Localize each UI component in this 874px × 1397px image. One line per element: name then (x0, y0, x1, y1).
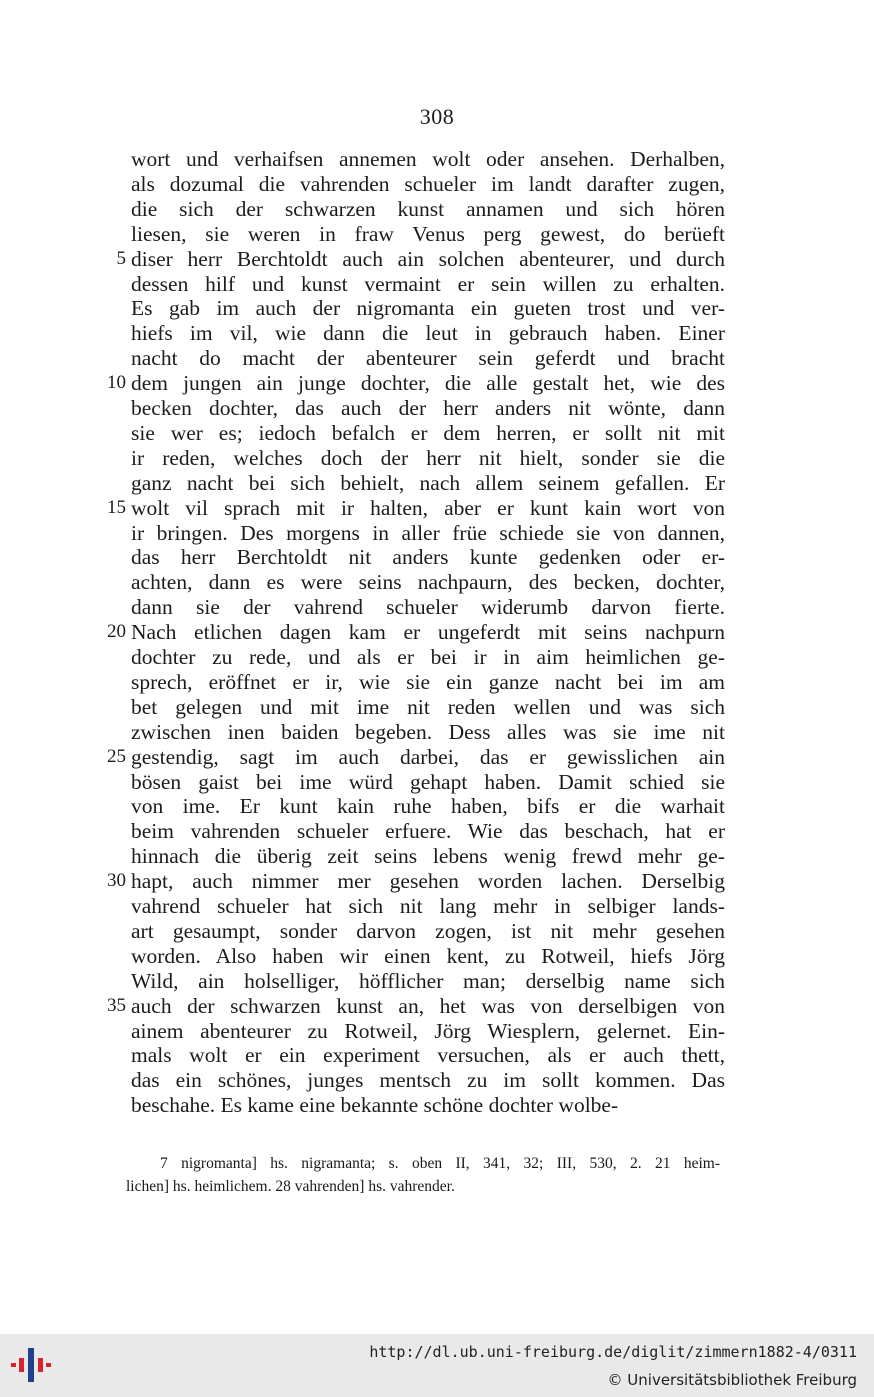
text-line: nacht do macht der abenteurer sein geferdt und bracht (131, 346, 725, 371)
text-line: Es gab im auch der nigromanta ein gueten trost und ver- (131, 296, 725, 321)
text-line: beschahe. Es kame eine bekannte schöne dochter wolbe- (131, 1093, 619, 1118)
text-line: als dozumal die vahrenden schueler im landt darafter zugen, (131, 171, 725, 196)
line-number: 15 (107, 496, 126, 518)
text-line: wolt vil sprach mit ir halten, aber er kunt kain wort von (131, 495, 725, 520)
text-line: art gesaumpt, sonder darvon zogen, ist nit mehr gesehen (131, 918, 725, 943)
footer-url-link[interactable]: http://dl.ub.uni-freiburg.de/diglit/zimmern1882-4/0311 (369, 1343, 857, 1361)
text-line: dessen hilf und kunst vermaint er sein willen zu erhalten. (131, 271, 725, 296)
text-line: vahrend schueler hat sich nit lang mehr in selbiger lands- (131, 894, 725, 918)
footnote-line: 7 nigromanta] hs. nigramanta; s. oben II, 341, 32; III, 530, 2. 21 heim- (160, 1155, 720, 1172)
text-line: dann sie der vahrend schueler widerumb darvon fierte. (131, 595, 725, 620)
library-logo-icon (10, 1344, 52, 1386)
line-number: 30 (107, 870, 126, 892)
line-number: 35 (107, 994, 126, 1016)
text-line: ir bringen. Des morgens in aller früe schiede sie von dannen, (131, 520, 725, 545)
line-number: 25 (107, 745, 126, 767)
footnote-line: lichen] hs. heimlichem. 28 vahrenden] hs. vahrender. (126, 1178, 455, 1195)
text-line: becken dochter, das auch der herr anders nit wönte, dann (131, 396, 725, 420)
text-line: zwischen inen baiden begeben. Dess alles was sie ime nit (131, 719, 725, 744)
text-line: gestendig, sagt im auch darbei, das er gewisslichen ain (131, 744, 725, 769)
line-number: 10 (107, 372, 126, 394)
text-line: dochter zu rede, und als er bei ir in aim heimlichen ge- (131, 645, 725, 669)
text-line: auch der schwarzen kunst an, het was von derselbigen von (131, 993, 725, 1018)
text-line: sie wer es; iedoch befalch er dem herren, er sollt nit mit (131, 420, 725, 445)
text-line: das herr Berchtoldt nit anders kunte gedenken oder er- (131, 545, 725, 570)
text-line: hiefs im vil, wie dann die leut in gebrauch haben. Einer (131, 321, 725, 346)
text-line: worden. Also haben wir einen kent, zu Rotweil, hiefs Jörg (131, 943, 725, 968)
footer-bar (0, 1334, 874, 1397)
text-line: ir reden, welches doch der herr nit hielt, sonder sie die (131, 445, 725, 470)
footer-copyright: © Universitätsbibliothek Freiburg (607, 1371, 857, 1389)
line-number: 5 (116, 247, 126, 269)
text-line: ainem abenteurer zu Rotweil, Jörg Wiesplern, gelernet. Ein- (131, 1018, 725, 1043)
text-line: von ime. Er kunt kain ruhe haben, bifs er die warhait (131, 794, 725, 819)
text-line: wort und verhaifsen annemen wolt oder ansehen. Derhalben, (131, 147, 725, 171)
text-line: bösen gaist bei ime würd gehapt haben. Damit schied sie (131, 769, 725, 794)
text-line: ganz nacht bei sich behielt, nach allem seinem gefallen. Er (131, 470, 725, 495)
text-line: diser herr Berchtoldt auch ain solchen abenteurer, und durch (131, 246, 725, 271)
text-line: die sich der schwarzen kunst annamen und sich hören (131, 196, 725, 221)
text-line: dem jungen ain junge dochter, die alle gestalt het, wie des (131, 371, 725, 396)
text-line: achten, dann es were seins nachpaurn, des becken, dochter, (131, 570, 725, 595)
page-number: 308 (419, 104, 455, 129)
text-line: beim vahrenden schueler erfuere. Wie das beschach, hat er (131, 819, 725, 844)
text-line: sprech, eröffnet er ir, wie sie ein ganze nacht bei im am (131, 669, 725, 694)
text-line: hapt, auch nimmer mer gesehen worden lachen. Derselbig (131, 869, 725, 894)
text-line: hinnach die überig zeit seins lebens wenig frewd mehr ge- (131, 844, 725, 869)
text-line: liesen, sie weren in fraw Venus perg gewest, do berüeft (131, 221, 725, 246)
text-line: Wild, ain holselliger, höfflicher man; derselbig name sich (131, 968, 725, 993)
text-line: das ein schönes, junges mentsch zu im sollt kommen. Das (131, 1068, 725, 1093)
text-line: Nach etlichen dagen kam er ungeferdt mit seins nachpurn (131, 620, 725, 645)
text-line: mals wolt er ein experiment versuchen, als er auch thett, (131, 1043, 725, 1068)
text-line: bet gelegen und mit ime nit reden wellen und was sich (131, 694, 725, 719)
footnotes (126, 1152, 720, 1198)
line-number: 20 (107, 621, 126, 643)
